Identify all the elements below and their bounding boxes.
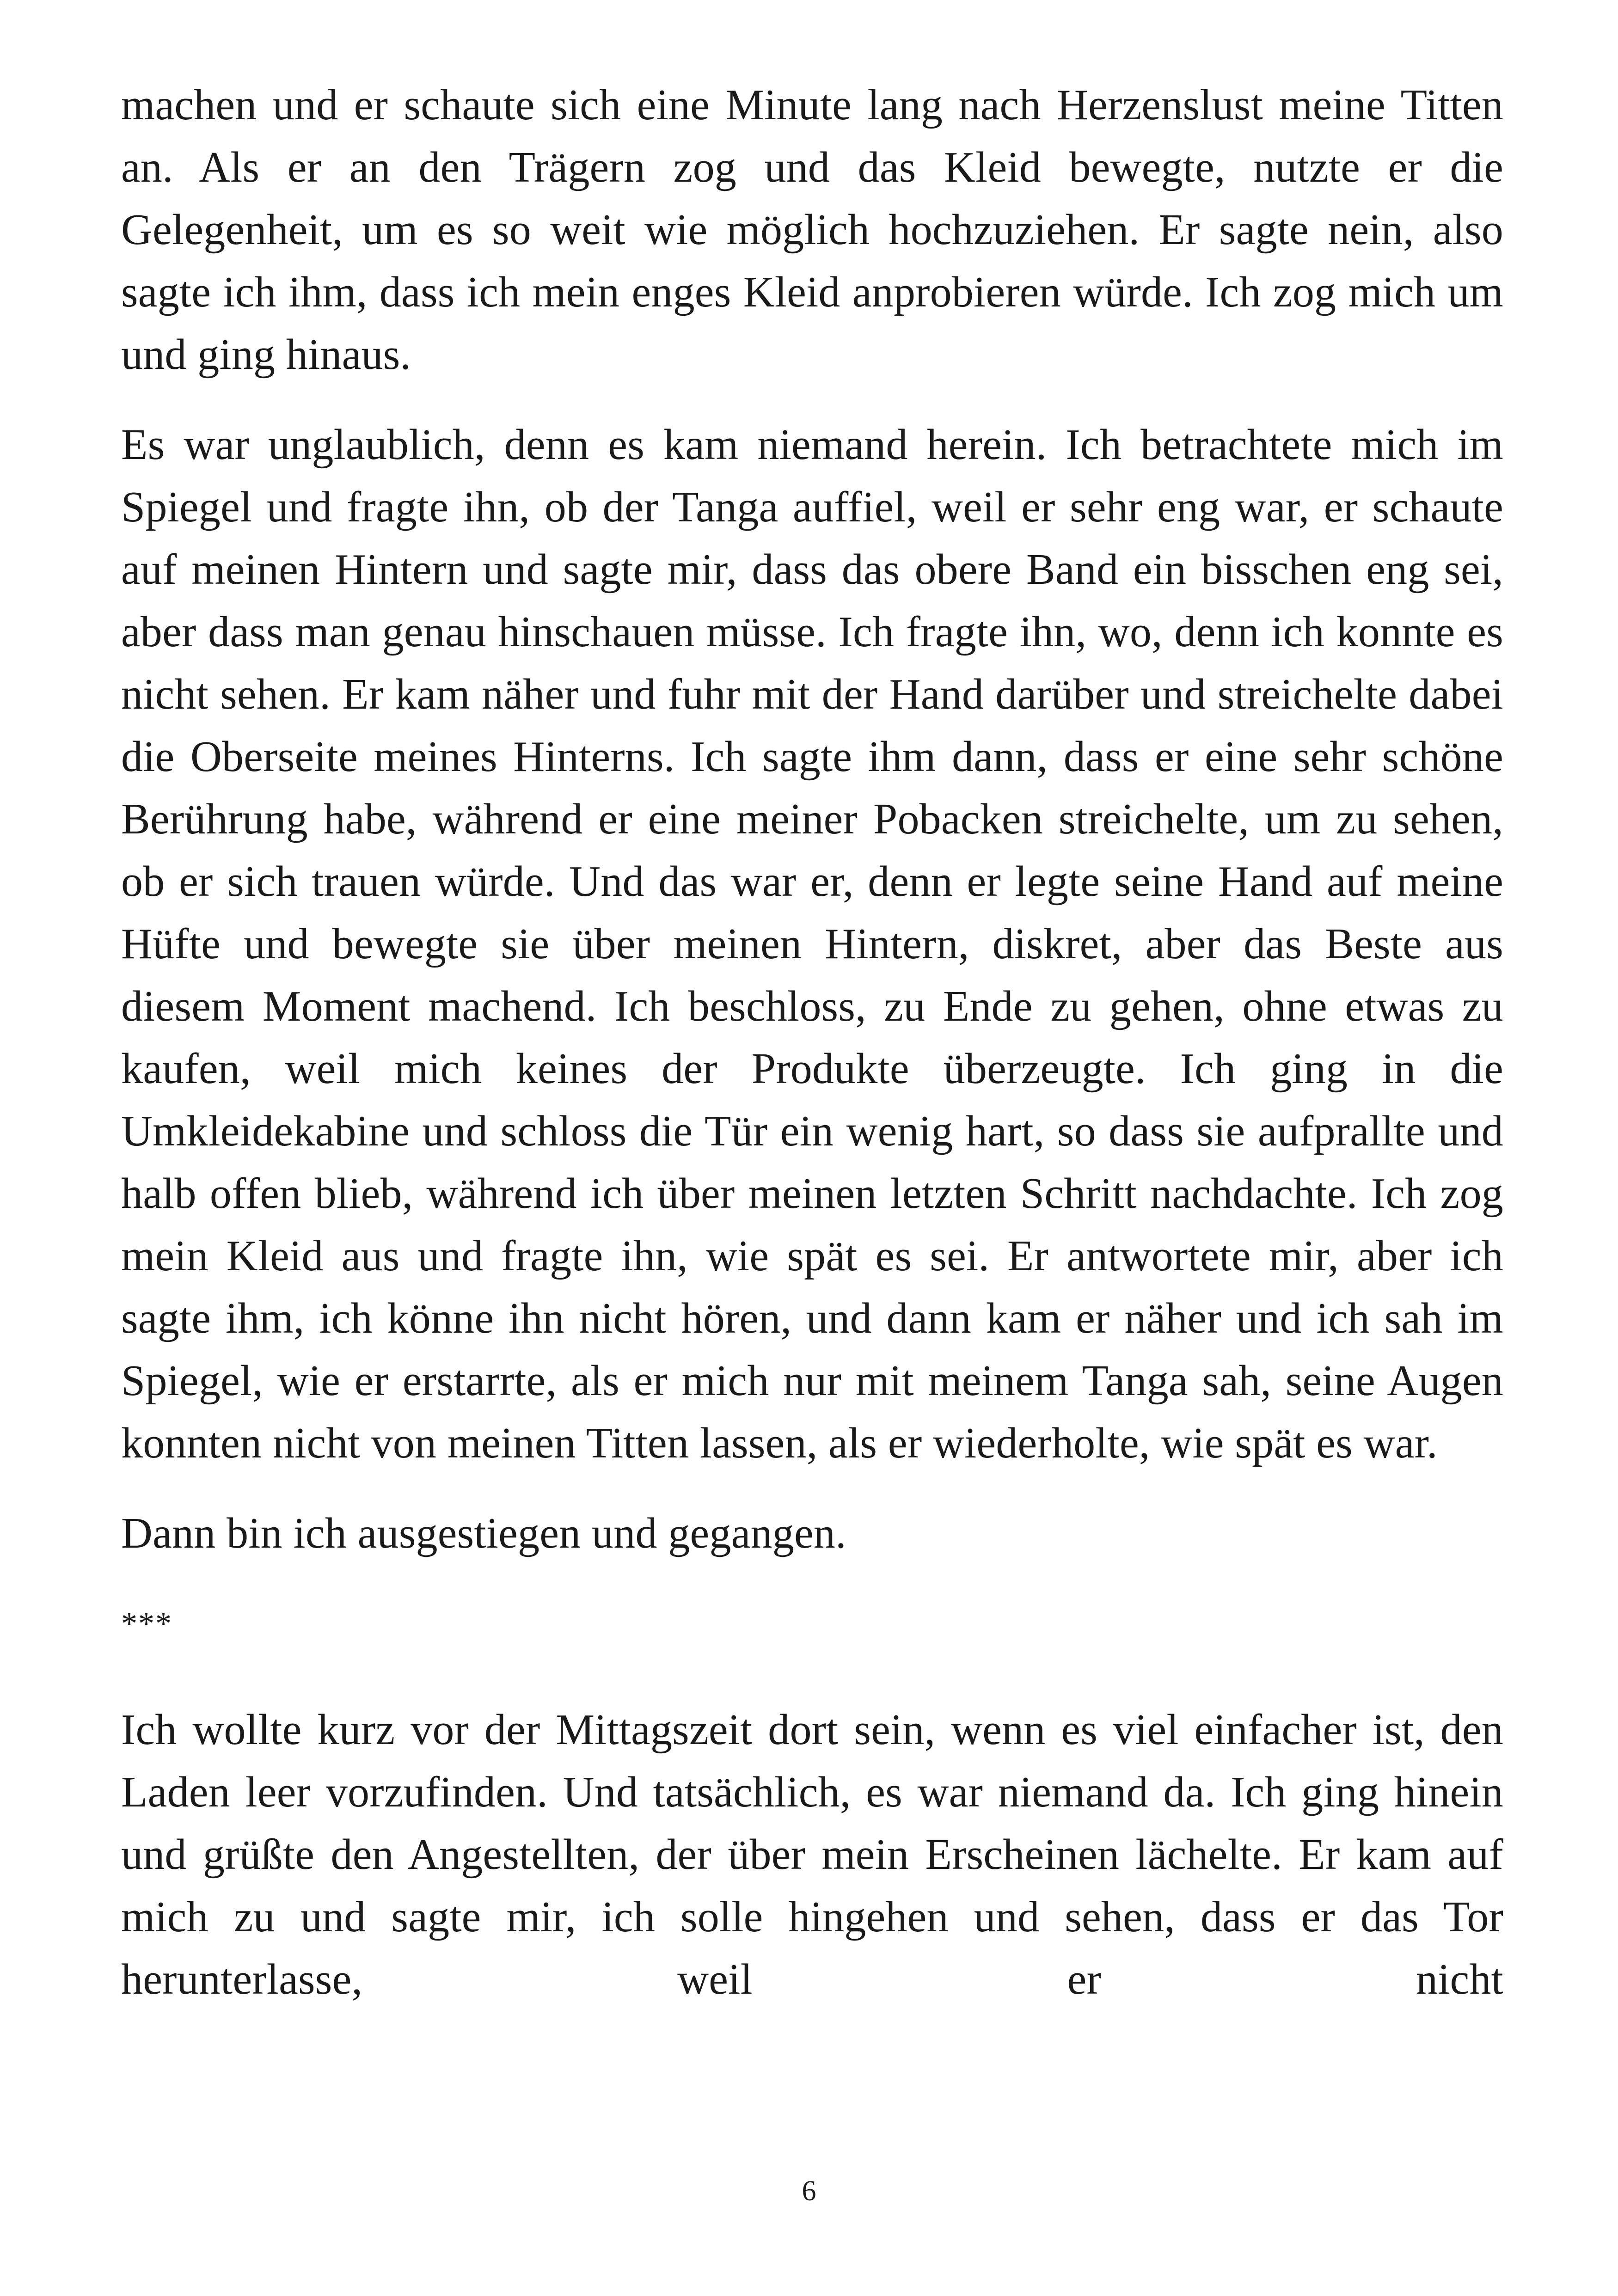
paragraph-4: Ich wollte kurz vor der Mittagszeit dort sein, wenn es viel einfacher ist, den Laden leer vorzufinden. Und tatsächlich, es war niemand da. Ich ging hinein und grüßte den Angestellten, der über mein Erscheinen lächelte. Er kam auf mich zu und sagte mir, ich solle hingehen und sehen, dass er das Tor herunterlasse, weil er nicht [121,1706,1503,2003]
paragraph-2: Es war unglaublich, denn es kam niemand herein. Ich betrachtete mich im Spiegel und fragte ihn, ob der Tanga auffiel, weil er sehr eng war, er schaute auf meinen Hintern und sagte mir, dass das obere Band ein bisschen eng sei, aber dass man genau hinschauen müsse. Ich fragte ihn, wo, denn ich konnte es nicht sehen. Er kam näher und fuhr mit der Hand darüber und streichelte dabei die Oberseite meines Hinterns. Ich sagte ihm dann, dass er eine sehr schöne Berührung habe, während er eine meiner Pobacken streichelte, um zu sehen, ob er sich trauen würde. Und das war er, denn er legte seine Hand auf meine Hüfte und bewegte sie über meinen Hintern, diskret, aber das Beste aus diesem Moment machend. Ich beschloss, zu Ende zu gehen, ohne etwas zu kaufen, weil mich keines der Produkte überzeugte. Ich ging in die Umkleidekabine und schloss die Tür ein wenig hart, so dass sie aufprallte und halb offen blieb, während ich über meinen letzten Schritt nachdachte. Ich zog mein Kleid aus und fragte ihn, wie spät es sei. Er antwortete mir, aber ich sagte ihm, ich könne ihn nicht hören, und dann kam er näher und ich sah im Spiegel, wie er erstarrte, als er mich nur mit meinem Tanga sah, seine Augen konnten nicht von meinen Titten lassen, als er wiederholte, wie spät es war. [121,421,1503,1467]
paragraph-3: Dann bin ich ausgestiegen und gegangen. [121,1509,846,1557]
paragraph-1: machen und er schaute sich eine Minute lang nach Herzenslust meine Titten an. Als er an den Trägern zog und das Kleid bewegte, nutzte er die Gelegenheit, um es so weit wie möglich hochzuziehen. Er sagte nein, also sagte ich ihm, dass ich mein enges Kleid anprobieren würde. Ich zog mich um und ging hinaus. [121,81,1503,379]
body-text [121,74,1503,2039]
page-number: 6 [802,2175,816,2207]
section-separator: *** [121,1606,172,1641]
